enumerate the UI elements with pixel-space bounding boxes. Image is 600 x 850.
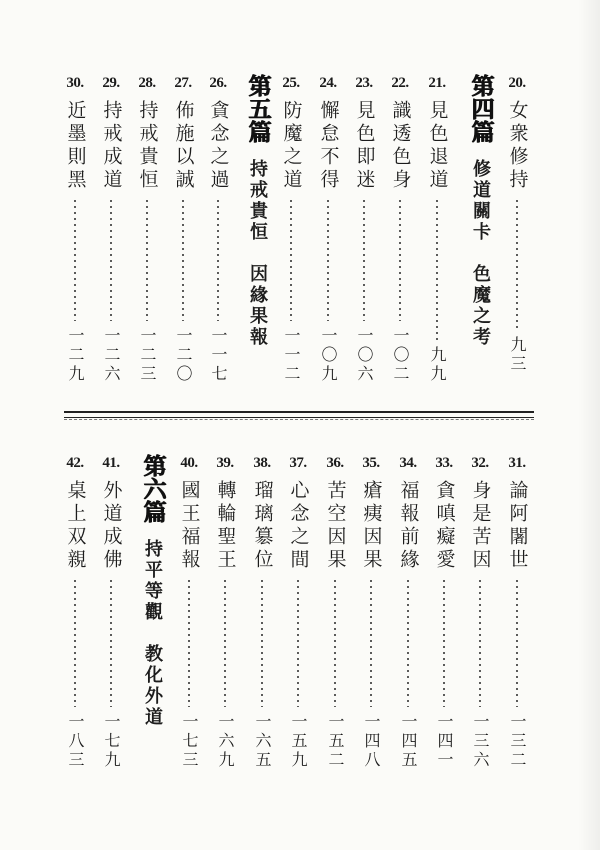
entry-page-number: 九三 [508, 336, 527, 374]
entry-title: 見色即迷 [353, 100, 376, 192]
entry-number: 35. [362, 455, 380, 471]
entry-number: 24. [319, 75, 337, 91]
entry-page-number: 九九 [428, 346, 447, 384]
toc-entry-26[interactable] [199, 72, 237, 384]
dot-leader [516, 198, 518, 330]
entry-page-number: 一八三 [66, 713, 85, 770]
entry-title: 國王福報 [178, 480, 201, 572]
chapter-label: 第四篇 [467, 74, 494, 143]
toc-entry-37[interactable] [279, 452, 317, 770]
entry-title: 女衆修持 [506, 100, 529, 192]
entry-title: 瑠璃簒位 [251, 480, 274, 572]
entry-title: 佈施以誠 [172, 100, 195, 192]
chapter-4-heading [458, 74, 502, 348]
dot-leader [188, 578, 190, 707]
entry-title: 持戒貴恒 [136, 100, 159, 192]
entry-page-number: 一三六 [471, 713, 490, 770]
entry-title: 持戒成道 [100, 100, 123, 192]
toc-entry-30[interactable] [56, 72, 94, 384]
entry-page-number: 一六五 [253, 713, 272, 770]
entry-page-number: 一五九 [289, 713, 308, 770]
entry-page-number: 一〇六 [355, 327, 374, 384]
entry-number: 38. [253, 455, 271, 471]
entry-page-number: 一四五 [399, 713, 418, 770]
entry-number: 26. [209, 75, 227, 91]
entry-number: 40. [180, 455, 198, 471]
entry-title: 轉輪聖王 [214, 480, 237, 572]
dot-leader [516, 578, 518, 707]
dot-leader [436, 198, 438, 340]
section-divider-dashed [64, 419, 534, 420]
entry-title: 論阿闍世 [506, 480, 529, 572]
chapter-5-heading [235, 74, 279, 348]
chapter-title: 持平等觀 教化外道 [142, 539, 163, 728]
entry-page-number: 一二〇 [174, 327, 193, 384]
dot-leader [74, 198, 76, 321]
entry-page-number: 一一七 [209, 327, 228, 384]
toc-entry-27[interactable] [164, 72, 202, 384]
entry-title: 外道成佛 [100, 480, 123, 572]
entry-number: 20. [508, 75, 526, 91]
toc-entry-20[interactable] [498, 72, 536, 374]
dot-leader [261, 578, 263, 707]
dot-leader [110, 578, 112, 707]
entry-title: 福報前緣 [397, 480, 420, 572]
chapter-title: 持戒貴恒 因緣果報 [247, 159, 268, 348]
dot-leader [290, 198, 292, 321]
dot-leader [297, 578, 299, 707]
entry-page-number: 一七三 [180, 713, 199, 770]
toc-entry-24[interactable] [309, 72, 347, 384]
entry-number: 32. [471, 455, 489, 471]
entry-title: 懈怠不得 [317, 100, 340, 192]
entry-number: 36. [326, 455, 344, 471]
dot-leader [74, 578, 76, 707]
entry-number: 25. [282, 75, 300, 91]
toc-entry-29[interactable] [92, 72, 130, 384]
dot-leader [443, 578, 445, 707]
entry-page-number: 一五二 [326, 713, 345, 770]
entry-page-number: 一四八 [362, 713, 381, 770]
entry-number: 42. [66, 455, 84, 471]
dot-leader [370, 578, 372, 707]
dot-leader [110, 198, 112, 321]
entry-title: 貪念之過 [207, 100, 230, 192]
entry-page-number: 一三二 [508, 713, 527, 770]
entry-number: 29. [102, 75, 120, 91]
toc-entry-31[interactable] [498, 452, 536, 770]
entry-number: 28. [138, 75, 156, 91]
toc-entry-35[interactable] [352, 452, 390, 770]
dot-leader [363, 198, 365, 321]
dot-leader [224, 578, 226, 707]
entry-number: 22. [391, 75, 409, 91]
entry-title: 防魔之道 [280, 100, 303, 192]
toc-entry-36[interactable] [316, 452, 354, 770]
entry-number: 39. [216, 455, 234, 471]
dot-leader [217, 198, 219, 321]
entry-page-number: 一二九 [66, 327, 85, 384]
dot-leader [146, 198, 148, 321]
entry-page-number: 一〇九 [319, 327, 338, 384]
entry-page-number: 一一二 [282, 327, 301, 384]
chapter-6-heading [130, 454, 174, 728]
toc-entry-33[interactable] [425, 452, 463, 770]
entry-page-number: 一二三 [138, 327, 157, 384]
entry-number: 27. [174, 75, 192, 91]
entry-title: 貪嗔癡愛 [433, 480, 456, 572]
entry-title: 桌上双親 [64, 480, 87, 572]
toc-entry-42[interactable] [56, 452, 94, 770]
dot-leader [407, 578, 409, 707]
dot-leader [479, 578, 481, 707]
entry-number: 21. [428, 75, 446, 91]
entry-number: 31. [508, 455, 526, 471]
chapter-label: 第六篇 [139, 454, 166, 523]
entry-page-number: 一四一 [435, 713, 454, 770]
toc-entry-34[interactable] [389, 452, 427, 770]
dot-leader [334, 578, 336, 707]
entry-number: 30. [66, 75, 84, 91]
entry-title: 識透色身 [389, 100, 412, 192]
entry-number: 34. [399, 455, 417, 471]
entry-page-number: 一二六 [102, 327, 121, 384]
dot-leader [399, 198, 401, 321]
toc-entry-38[interactable] [243, 452, 281, 770]
toc-entry-21[interactable] [418, 72, 456, 384]
toc-entry-41[interactable] [92, 452, 130, 770]
section-divider [64, 411, 534, 418]
entry-number: 41. [102, 455, 120, 471]
entry-title: 身是苦因 [469, 480, 492, 572]
entry-number: 37. [289, 455, 307, 471]
entry-page-number: 一六九 [216, 713, 235, 770]
chapter-title: 修道關卡 色魔之考 [470, 159, 491, 348]
entry-title: 見色退道 [426, 100, 449, 192]
entry-title: 瘡痍因果 [360, 480, 383, 572]
toc-entry-22[interactable] [381, 72, 419, 384]
chapter-label: 第五篇 [244, 74, 271, 143]
dot-leader [182, 198, 184, 321]
dot-leader [327, 198, 329, 321]
toc-entry-39[interactable] [206, 452, 244, 770]
toc-entry-40[interactable] [170, 452, 208, 770]
toc-entry-23[interactable] [345, 72, 383, 384]
page-edge-shadow [578, 0, 600, 850]
entry-number: 23. [355, 75, 373, 91]
entry-page-number: 一七九 [102, 713, 121, 770]
entry-title: 心念之間 [287, 480, 310, 572]
entry-number: 33. [435, 455, 453, 471]
toc-entry-28[interactable] [128, 72, 166, 384]
toc-entry-32[interactable] [461, 452, 499, 770]
entry-title: 苦空因果 [324, 480, 347, 572]
entry-page-number: 一〇二 [391, 327, 410, 384]
entry-title: 近墨則黑 [64, 100, 87, 192]
